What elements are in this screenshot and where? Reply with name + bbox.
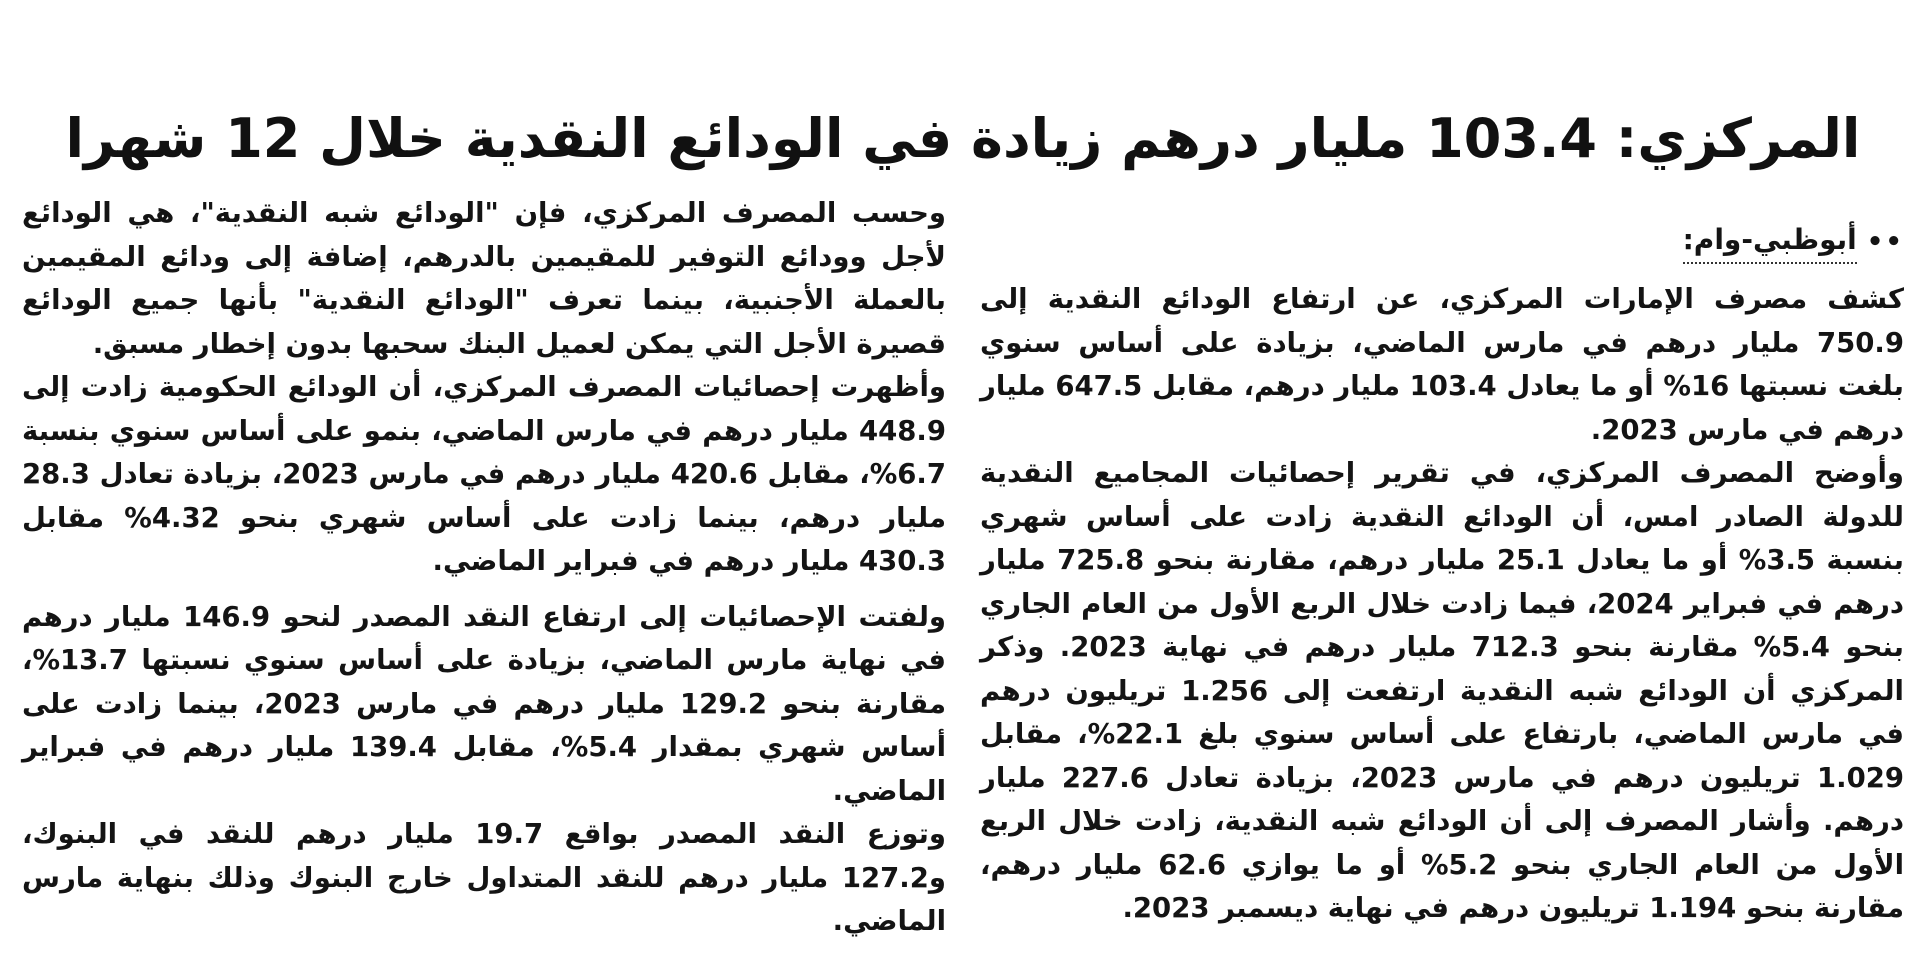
byline-bullet-icon: •• (1866, 227, 1904, 257)
paragraph: وحسب المصرف المركزي، فإن "الودائع شبه النقدية"، هي الودائع لأجل وودائع التوفير للمقيمين بالدرهم، إضافة إلى ودائع المقيمين بالعملة الأجنبية، بينما تعرف "الودائع النقدية" بأنها جميع الودائع قصيرة الأجل التي يمكن لعميل البنك سحبها بدون إخطار مسبق. (22, 197, 946, 360)
article-column-right (980, 192, 1904, 953)
article-body (22, 192, 1904, 953)
paragraph: كشف مصرف الإمارات المركزي، عن ارتفاع الودائع النقدية إلى 750.9 مليار درهم في مارس الماضي، بزيادة على أساس سنوي بلغت نسبتها 16% أو ما يعادل 103.4 مليار درهم، مقابل 647.5 مليار درهم في مارس 2023. (980, 283, 1904, 446)
paragraph: وتوزع النقد المصدر بواقع 19.7 مليار درهم للنقد في البنوك، و127.2 مليار درهم للنقد المتداول خارج البنوك وذلك بنهاية مارس الماضي. (22, 818, 946, 937)
paragraph: ولفتت الإحصائيات إلى ارتفاع النقد المصدر لنحو 146.9 مليار درهم في نهاية مارس الماضي، بزيادة على أساس سنوي نسبتها 13.7%، مقارنة بنحو 129.2 مليار درهم في مارس 2023، بينما زادت على أساس شهري بمقدار 5.4%، مقابل 139.4 مليار درهم في فبراير الماضي. (22, 600, 947, 807)
byline-source: أبوظبي-وام: (1683, 220, 1857, 264)
article-column-left (22, 192, 946, 953)
article-headline: المركزي: 103.4 مليار درهم زيادة في الودائع النقدية خلال 12 شهرا (65, 107, 1861, 171)
paragraph: وأظهرت إحصائيات المصرف المركزي، أن الودائع الحكومية زادت إلى 448.9 مليار درهم في مارس الماضي، بنمو على أساس سنوي بنسبة 6.7%، مقابل 420.6 مليار درهم في مارس 2023، بزيادة تعادل 28.3 مليار درهم، بينما زادت على أساس شهري بنحو 4.32% مقابل 430.3 مليار درهم في فبراير الماضي. (22, 371, 946, 577)
paragraph: وأوضح المصرف المركزي، في تقرير إحصائيات المجاميع النقدية للدولة الصادر امس، أن الودائع النقدية زادت على أساس شهري بنسبة 3.5% أو ما يعادل 25.1 مليار درهم، مقارنة بنحو 725.8 مليار درهم في فبراير 2024، فيما زادت خلال الربع الأول من العام الجاري بنحو 5.4% مقارنة بنحو 712.3 مليار درهم في نهاية 2023. وذكر المركزي أن الودائع شبه النقدية ارتفعت إلى 1.256 تريليون درهم في مارس الماضي، بارتفاع على أساس سنوي بلغ 22.1%، مقابل 1.029 تريليون درهم في مارس 2023، بزيادة تعادل 227.6 مليار درهم. وأشار المصرف إلى أن الودائع شبه النقدية، زادت خلال الربع الأول من العام الجاري بنحو 5.2% أو ما يوازي 62.6 مليار درهم، مقارنة بنحو 1.194 تريليون درهم في نهاية ديسمبر 2023. (980, 457, 1905, 924)
byline (980, 220, 1904, 264)
